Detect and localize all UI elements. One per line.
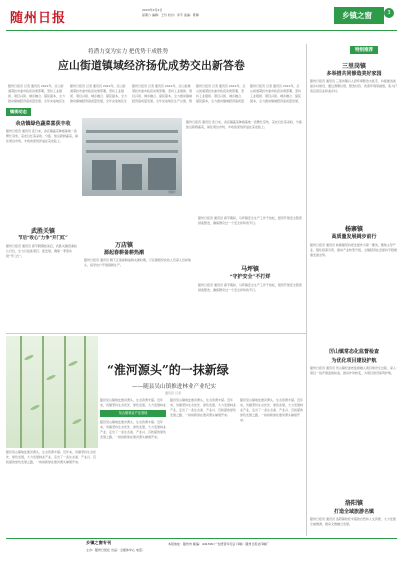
mid-photo-side-text: 随州日报讯 通讯员 连日来，余店镇蔬菜种植基地一派繁忙景象，菜农们忙着采收、分拣、装运新鲜蔬菜，销往周边市场，丰收的喜悦洋溢在菜农脸上。 xyxy=(186,120,305,129)
feature-body-col3: 随县吴山镇地处淮河源头，生态资源丰富。近年来，该镇坚持生态优先、绿色发展，大力发展林业产业，走出了一条生态美、产业兴、百姓富的绿色发展之路，一抹抹新绿在淮河源头铺展开来。 xyxy=(170,398,236,417)
mid-story3-title: 万店镇 xyxy=(114,242,133,249)
issue-date: 2023年2月4日 xyxy=(142,8,163,12)
right-column-label: 特别推荐 xyxy=(350,46,378,54)
feature-subtitle: ——随县吴山镇推进林业产业纪实 xyxy=(132,384,216,390)
page-number: 3 xyxy=(384,8,394,18)
right-story1-subtitle: 多举措共同修造美好家园 xyxy=(326,71,382,77)
footer-title: 乡镇之窗专刊 xyxy=(86,540,112,545)
lead-body-col2: 随州日报讯 记者 通讯员 2022年，应山街道紧扣市委市政府决策部署，坚持工业强街、项目兴街、城乡融合、富民固本，全力推动镇域经济高质量发展，全年完成地区生 xyxy=(70,84,128,103)
feature-body-col2: 随县吴山镇地处淮河源头，生态资源丰富。近年来，该镇坚持生态优先、绿色发展，大力发展林业产业，走出了一条生态美、产业兴、百姓富的绿色发展之路，一抹抹新绿在淮河源头铺展开来。 xyxy=(100,420,166,439)
issue-meta xyxy=(142,8,292,18)
mid-story3-body: 随州日报讯 通讯员 眼下正值春耕备耕关键时期，万店镇组织农技人员深入田间地头，指导农户开展春耕生产。 xyxy=(84,258,191,267)
mid-story4-body-top: 随州日报讯 通讯员 春节期间，马坪镇安全生产工作不放松，组织开展安全隐患排查整治，确保群众过一个安全祥和的节日。 xyxy=(198,216,302,225)
lead-body-col5: 随州日报讯 记者 通讯员 2022年，应山街道紧扣市委市政府决策部署，坚持工业强街、项目兴街、城乡融合、富民固本，全力推动镇域经济高质量发展， xyxy=(250,84,302,103)
mid-story4-title: 马坪镇 xyxy=(240,266,259,273)
editor-line: 星期六 编辑：王玲 校对：李平 美编：陈静 xyxy=(142,13,199,17)
mid-story2-title: 武胜关镇 xyxy=(30,228,55,235)
masthead-rule xyxy=(6,30,397,31)
mid-story1-title: 余店镇绿色蔬菜喜获丰收 xyxy=(15,121,71,127)
section-divider xyxy=(6,333,306,334)
mid-story1-body: 随州日报讯 通讯员 连日来，余店镇蔬菜种植基地一派繁忙景象，菜农们忙着采收、分拣、装运新鲜蔬菜，销往周边市场，丰收的喜悦洋溢在菜农脸上。 xyxy=(6,129,78,143)
right-story4-subtitle: 打造全域旅游名镇 xyxy=(333,509,374,515)
mid-story4-body: 随州日报讯 通讯员 春节期间，马坪镇安全生产工作不放松，组织开展安全隐患排查整治，确保群众过一个安全祥和的节日。 xyxy=(198,283,302,292)
feature-body-col4: 随县吴山镇地处淮河源头，生态资源丰富。近年来，该镇坚持生态优先、绿色发展，大力发展林业产业，走出了一条生态美、产业兴、百姓富的绿色发展之路，一抹抹新绿在淮河源头铺展开来。 xyxy=(240,398,304,422)
section-tab: 乡镇之窗 xyxy=(334,7,384,24)
lead-body-col3: 随州日报讯 记者 通讯员 2022年，应山街道紧扣市委市政府决策部署，坚持工业强街、项目兴街、城乡融合、富民固本，全力推动镇域经济高质量发展，全年完成地区生产总值、规 xyxy=(132,84,192,103)
right-story3-title: 厉山镇常态化监督检查 xyxy=(328,349,379,355)
right-story4-title: 洛阳镇 xyxy=(344,500,363,507)
mid-story2-body: 随州日报讯 通讯员 春节假期结束后，武胜关镇迅速收心归位，全力以赴抓项目、促发展，确保一季度实现“开门红”。 xyxy=(6,244,77,258)
lead-headline: 应山街道镇域经济扬优成势交出新答卷 xyxy=(58,59,245,72)
column-divider xyxy=(306,44,307,536)
masthead xyxy=(6,4,396,30)
mid-story4-subtitle: “守护安全”不打烊 xyxy=(229,274,271,280)
newspaper-logo: 随州日报 xyxy=(10,11,67,26)
right-story2-body: 随州日报讯 通讯员 杨寨镇坚持把发展作为第一要务，聚焦主导产业，强化招商引资，推动产业转型升级，全镇经济社会保持平稳健康发展态势。 xyxy=(310,243,398,257)
right-story1-body: 随州日报讯 通讯员 三里岗镇以人居环境整治为抓手，持续推进美丽乡村建设，通过清理垃圾、整治村容、改善环境等措施，着力打造宜居宜业和美乡村。 xyxy=(310,79,398,93)
photo-caption: （摄影） xyxy=(166,190,179,194)
mid-section-label: 镇街动态 xyxy=(6,108,31,116)
feature-caption: 吴山镇林业产业基地 xyxy=(100,410,166,417)
mid-story2-subtitle: 节后“收心”力争“开门红” xyxy=(18,236,68,241)
right-story1-title: 三里岗镇 xyxy=(341,63,366,70)
right-story3-subtitle: 为优化项目建设护航 xyxy=(331,358,377,364)
footer-contact-left: 主办：随州日报社 出品：全媒体中心 电话： xyxy=(86,548,145,552)
feature-body-col2-top: 随县吴山镇地处淮河源头，生态资源丰富。近年来，该镇坚持生态优先、绿色发展，大力发展林业 xyxy=(100,398,166,407)
mid-story3-subtitle: 源起春耕备耕热潮 xyxy=(103,250,144,256)
lead-body-col4: 随州日报讯 记者 通讯员 2022年，应山街道紧扣市委市政府决策部署，坚持工业强街、项目兴街、城乡融合、富民固本，全力推动镇域经济高质量 xyxy=(196,84,246,103)
bamboo-photo xyxy=(6,336,98,448)
factory-photo xyxy=(82,118,182,196)
right-story4-body: 随州日报讯 通讯员 洛阳镇依托丰富的自然和人文资源，大力发展全域旅游，推动文旅融合发展。 xyxy=(310,517,396,526)
right-story2-subtitle: 高质量发展阔步前行 xyxy=(331,234,377,240)
footer-contact-right: 本报地址：随州市 邮编：441300 广告经营许可证 印刷：随州日报社印刷厂 xyxy=(168,542,270,546)
lead-kicker: 将潜力变为实力 把优势干成胜势 xyxy=(88,49,169,55)
right-story2-title: 杨寨镇 xyxy=(344,226,363,233)
footer-rule xyxy=(6,538,397,539)
right-story3-body: 随州日报讯 通讯员 厉山镇纪委把监督融入项目建设全过程，深入项目一线开展监督检查，推动作风转变，为项目建设保驾护航。 xyxy=(310,366,396,375)
lead-body-col1: 随州日报讯 记者 通讯员 2022年，应山街道紧扣市委市政府决策部署，坚持工业强街、项目兴街、城乡融合、富民固本，全力推动镇域经济高质量发展，全年完成地区生 xyxy=(8,84,66,103)
feature-title: “淮河源头”的一抹新绿 xyxy=(107,363,229,377)
feature-byline: 通讯员 记者 xyxy=(165,391,181,395)
feature-body-col1: 随县吴山镇地处淮河源头，生态资源丰富。近年来，该镇坚持生态优先、绿色发展，大力发展林业产业，走出了一条生态美、产业兴、百姓富的绿色发展之路，一抹抹新绿在淮河源头铺展开来。 xyxy=(6,450,97,464)
